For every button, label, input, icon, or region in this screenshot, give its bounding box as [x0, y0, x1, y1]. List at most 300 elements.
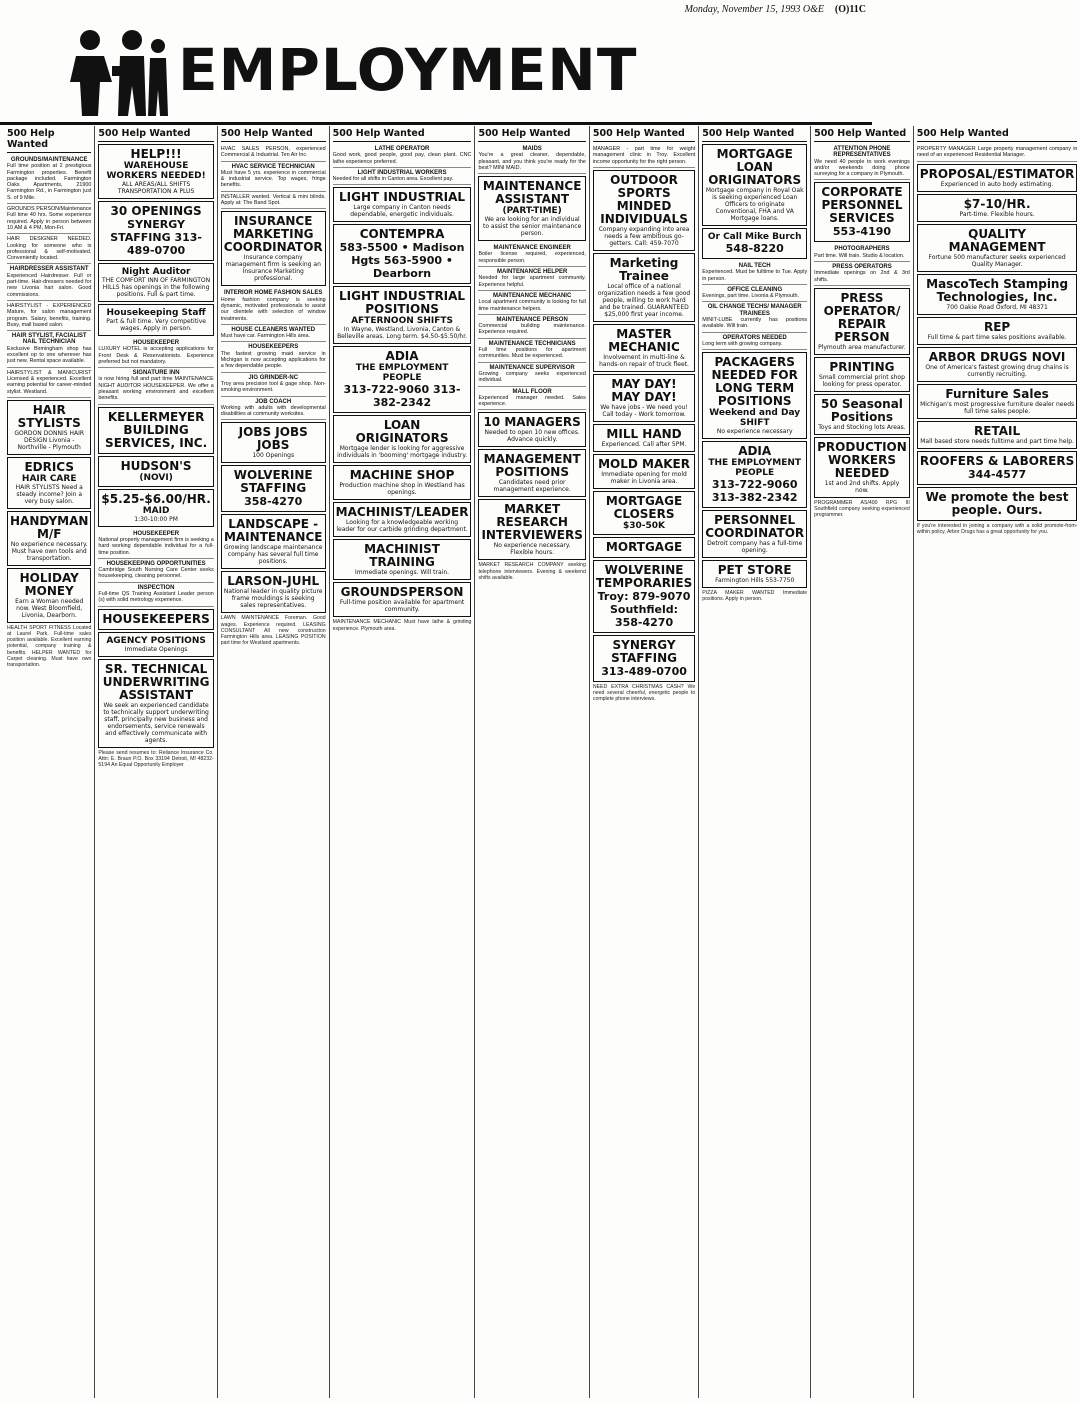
display-ad-text: Detroit company has a full-time opening.	[707, 540, 803, 555]
display-ad-text: Full time & part time sales positions available.	[927, 333, 1067, 341]
ad-heading: LATHE OPERATOR	[374, 146, 430, 152]
display-ad-title: CONTEMPRA	[359, 227, 445, 242]
ad-heading: HOUSE CLEANERS WANTED	[231, 326, 316, 333]
display-ad-text: Experienced in auto body estimating.	[940, 180, 1054, 188]
classified-ad	[98, 559, 213, 583]
classified-ad	[478, 291, 585, 315]
ad-text: Local apartment community is looking for full time maintenance helpers.	[478, 299, 586, 312]
classified-ad	[702, 261, 807, 285]
display-ad-subtitle: AGENCY POSITIONS	[106, 635, 206, 646]
display-ad	[593, 491, 695, 535]
display-ad-text: Insurance company management firm is seeking an Insurance Marketing professional.	[225, 254, 321, 283]
display-ad-title: HAIR STYLISTS	[17, 402, 81, 430]
classified-ad	[221, 162, 326, 192]
display-ad-title: GROUNDSPERSON	[340, 585, 464, 600]
display-ad	[98, 263, 213, 302]
display-ad-title: Furniture Sales	[945, 386, 1049, 401]
ad-text: Experienced. Must be fulltime to Tue. Apply in person.	[702, 269, 808, 282]
ad-text: PROPERTY MANAGER Large property management company in need of an experienced Residential Manager.	[916, 146, 1078, 159]
display-ad-title: PROPOSAL/ESTIMATOR	[919, 166, 1075, 181]
classified-ad	[333, 168, 472, 186]
display-ad-text: Mortgage lender is looking for aggressive individuals in 'booming' mortgage industry.	[337, 445, 467, 460]
display-ad-phone: 344-4577	[968, 467, 1027, 481]
column-tail-text: Please send resumes to: Reliance Insurance Co. Attn: E. Braun P.O. Box 33194 Detroit, MI 48232-5194 An Equal Opportunity Employer	[98, 749, 214, 769]
display-ad	[917, 487, 1078, 521]
column-tail-text: PROGRAMMER AS/400 RPG III Southfield company seeking experienced programmer.	[814, 499, 910, 519]
column-heading: 500 Help Wanted	[593, 126, 695, 142]
ad-heading: MAINTENANCE HELPER	[496, 269, 568, 276]
display-ad	[98, 407, 213, 454]
ad-text: Full time positions for apartment communities. Must be experienced.	[478, 347, 586, 360]
display-ad-title: We promote the best people. Ours.	[925, 489, 1069, 517]
column-tail-text: HEALTH SPORT FITNESS Located at Laurel Park. Full-time sales position available. Excellent earning potential, company training & benefits. HELPER WANTED for Carpet cleaning. Must have own transportation.	[7, 624, 92, 669]
ad-heading: SIGNATURE INN	[132, 370, 180, 377]
column-1	[4, 126, 95, 1398]
display-ad-text: 1:30-10:00 PM	[134, 515, 178, 523]
display-ad-subtitle: AFTERNOON SHIFTS	[351, 316, 454, 327]
ad-text: Good work, good people, good pay, clean plant. CNC lathe experience preferred.	[332, 152, 472, 165]
display-ad-subtitle: WAREHOUSE WORKERS NEEDED!	[106, 161, 206, 181]
ad-text: Exclusive Birmingham shop has excellent op to one wherever has just new. Rental space available.	[7, 345, 92, 365]
display-ad-subtitle: Night Auditor	[121, 267, 191, 277]
classified-ad	[814, 144, 910, 180]
issue-date: Monday, November 15, 1993 O&E	[684, 4, 824, 15]
column-heading: 500 Help Wanted	[814, 126, 910, 142]
display-ad	[917, 194, 1078, 222]
ad-heading: NAIL TECH	[738, 263, 771, 269]
ad-heading: JIG GRINDER-NC	[248, 374, 299, 381]
display-ad-phone: 548-8220	[725, 242, 784, 255]
classified-ad	[7, 204, 91, 234]
display-ad	[221, 514, 326, 569]
display-ad-phone: 583-5500 • Madison Hgts 563-5900 • Dearborn	[339, 241, 465, 281]
classified-ad	[221, 397, 326, 421]
ad-heading: MAINTENANCE ENGINEER	[493, 245, 571, 252]
display-ad-text: We seek an experienced candidate to technically support underwriting staff, principally new business and endorsements, service renewals and effectively communicate with agents.	[103, 701, 209, 744]
column-4	[330, 126, 476, 1398]
display-ad-title: QUALITY MANAGEMENT	[948, 226, 1046, 254]
display-ad-title: WOLVERINE TEMPORARIES	[595, 562, 693, 590]
ad-text: Evenings, part time. Livonia & Plymouth.	[702, 293, 800, 300]
display-ad-title: ARBOR DRUGS NOVI	[928, 349, 1066, 364]
ad-text: Needed for large apartment community. Experience helpful.	[478, 275, 586, 288]
ad-heading: MAINTENANCE SUPERVISOR	[489, 364, 575, 371]
display-ad-phone: SYNERGY STAFFING 313-489-0700	[110, 218, 202, 257]
ad-text: Experienced Hairdresser. Full or part-time. Hair-dressers needed for new Livonia hair salon. Good commissions.	[7, 272, 92, 298]
display-ad-subtitle: MAID	[142, 505, 170, 516]
classified-ad	[702, 285, 807, 303]
display-ad-title: MORTGAGE CLOSERS	[605, 493, 683, 521]
classified-ad	[98, 529, 213, 559]
column-2	[95, 126, 217, 1398]
display-ad-title: LIGHT INDUSTRIAL	[339, 190, 466, 205]
ad-text: Must have car. Farmington Hills area.	[220, 333, 311, 340]
ad-heading: MAINTENANCE PERSON	[496, 316, 568, 323]
display-ad	[593, 424, 695, 452]
display-ad-title: LIGHT INDUSTRIAL POSITIONS	[339, 289, 466, 317]
display-ad-text: Immediate Openings	[124, 645, 188, 653]
display-ad	[478, 449, 585, 497]
display-ad-subtitle: Or Call Mike Burch	[707, 232, 802, 242]
classified-ad	[221, 342, 326, 372]
display-ad	[702, 228, 807, 259]
column-heading: 500 Help Wanted	[98, 126, 213, 142]
column-tail-text: MAINTENANCE MECHANIC Must have lathe & grinding experience. Plymouth area.	[332, 619, 472, 632]
display-ad-title: Marketing Trainee	[609, 255, 679, 283]
classified-ad	[814, 244, 910, 262]
display-ad	[478, 412, 585, 447]
display-ad-title: PRESS OPERATOR/ REPAIR PERSON	[823, 290, 901, 344]
display-ad-title: 30 OPENINGS	[110, 204, 202, 218]
display-ad	[221, 211, 326, 286]
ad-heading: MAIDS	[522, 146, 542, 152]
classified-ad	[478, 363, 585, 387]
ad-text: Immediate openings on 2nd & 3rd shifts.	[814, 270, 910, 283]
column-6	[590, 126, 699, 1398]
ad-text: MINIT-LUBE currently has positions available. Will train.	[702, 317, 808, 330]
display-ad	[221, 571, 326, 613]
display-ad	[593, 537, 695, 558]
display-ad-title: 10 MANAGERS	[483, 415, 581, 430]
classified-ad	[98, 583, 213, 607]
column-heading: 500 Help Wanted	[702, 126, 807, 142]
display-ad-text: No experience necessary. Flexible hours.	[493, 542, 571, 557]
display-ad-title: MOLD MAKER	[598, 456, 690, 471]
display-ad-text: Small commercial print shop looking for press operator.	[819, 373, 905, 388]
display-ad-text: Part & full time. Very competitive wages. Apply in person.	[106, 318, 206, 332]
display-ad-text: Toys and Stocking lots Areas.	[818, 423, 906, 431]
column-tail-text: PIZZA MAKER WANTED Immediate positions. Apply in person.	[702, 590, 808, 603]
display-ad-text: Full-time position available for apartment community.	[339, 599, 465, 614]
ad-text: HAIRSTYLIST & MANICURIST Licensed & experienced. Excellent earning potential for career-minded stylist. Westland.	[7, 369, 92, 395]
ad-text: The fastest growing maid service in Michigan is now accepting applications for a few dependable people.	[220, 350, 326, 370]
display-ad-text: Immediate opening for mold maker in Livonia area.	[601, 470, 687, 485]
display-ad-text: Mortgage company in Royal Oak is seeking experienced Loan Officers to originate Conventional, FHA and VA Mortgage loans.	[705, 187, 804, 222]
display-ad-text: Earn a Woman needed now. West Bloomfield, Livonia, Dearborn.	[15, 597, 84, 619]
column-9	[914, 126, 1080, 1398]
ad-text: Needed for all shifts in Canton area. Excellent pay.	[332, 176, 454, 183]
display-ad-title: PACKAGERS NEEDED FOR LONG TERM POSITIONS	[711, 355, 798, 409]
classified-ad	[221, 192, 326, 210]
classified-ad	[478, 387, 585, 411]
classified-ad	[98, 368, 213, 404]
display-ad-title: PET STORE	[717, 563, 792, 578]
display-ad	[814, 288, 910, 355]
display-ad	[98, 456, 213, 487]
ad-heading: OPERATORS NEEDED	[722, 334, 787, 341]
display-ad	[98, 201, 213, 261]
display-ad	[917, 384, 1078, 419]
display-ad	[814, 182, 910, 242]
display-ad	[917, 274, 1078, 315]
ad-heading: GROUNDS/MAINTENANCE	[10, 157, 88, 163]
display-ad	[593, 324, 695, 372]
ad-heading: MAINTENANCE TECHNICIANS	[488, 340, 576, 347]
display-ad-text: Candidates need prior management experience.	[493, 479, 571, 494]
classified-columns	[4, 126, 1078, 1398]
display-ad-phone: 553-4190	[832, 225, 892, 239]
display-ad-title: PRINTING	[829, 359, 895, 374]
display-ad-text: 700 Oakie Road Oxford, MI 48371	[946, 303, 1048, 311]
ad-text: Full time position at 2 prestigious Farmington properties. Benefit package included. Farmington Oaks Apartments, 21900 Farmington Rd., in Farmington just S. of 9 Mile.	[7, 163, 92, 201]
ad-text: Cambridge South Nursing Care Center seeks housekeeping, cleaning personnel.	[98, 567, 214, 580]
display-ad-title: EDRICS	[24, 459, 74, 474]
display-ad	[593, 253, 695, 322]
display-ad-title: HOLIDAY MONEY	[19, 570, 79, 598]
ad-heading: MALL FLOOR	[512, 388, 552, 395]
column-heading: 500 Help Wanted	[221, 126, 326, 142]
page-header	[0, 0, 872, 18]
display-ad-subtitle: THE EMPLOYMENT PEOPLE	[355, 363, 449, 384]
display-ad-text: Mall based store needs fulltime and part time help.	[920, 437, 1074, 445]
classified-ad	[702, 302, 807, 332]
display-ad-title: MASTER MECHANIC	[608, 326, 680, 354]
display-ad	[593, 635, 695, 682]
classified-ad	[478, 267, 585, 291]
display-ad-phone: 313-722-9060 313-382-2342	[711, 478, 798, 505]
display-ad-subtitle: Housekeeping Staff	[106, 308, 206, 318]
ad-heading: MAINTENANCE MECHANIC	[492, 292, 572, 299]
classified-ad	[221, 144, 326, 162]
display-ad-title: PERSONNEL COORDINATOR	[705, 513, 805, 541]
display-ad-text: ALL AREAS/ALL SHIFTS TRANSPORTATION A PLUS	[117, 181, 195, 195]
classified-ad	[478, 243, 585, 267]
ad-heading: INSPECTION	[137, 584, 175, 591]
ad-text: GROUNDS PERSON/Maintenance Full time 40 hrs. Some experience required. Apply in person between 10 AM & 4 PM, Mon-Fri.	[7, 206, 92, 231]
ad-heading: PRESS OPERATORS	[832, 264, 892, 271]
ad-text: We need 40 people to work evenings and/or weekends doing phone surveying for a company in Plymouth.	[814, 158, 910, 178]
ad-heading: HOUSEKEEPING OPPORTUNITIES	[106, 560, 206, 567]
display-ad-title: MACHINE SHOP	[349, 468, 455, 483]
display-ad	[478, 176, 585, 241]
page-number: (O)11C	[834, 4, 866, 15]
display-ad-text: 1st and 2nd shifts. Apply now.	[824, 479, 900, 494]
classified-ad	[478, 339, 585, 363]
display-ad	[814, 394, 910, 435]
display-ad-subtitle: (NOVI)	[139, 472, 173, 483]
display-ad	[333, 286, 472, 344]
ad-heading: ATTENTION PHONE REPRESENTATIVES	[833, 146, 891, 159]
display-ad-title: $5.25-$6.00/HR.	[101, 491, 211, 506]
classified-ad	[98, 338, 213, 368]
display-ad-title: 50 Seasonal Positions	[821, 396, 903, 424]
classified-ad	[221, 325, 326, 343]
display-ad	[593, 454, 695, 489]
column-5	[475, 126, 589, 1398]
column-heading: 500 Help Wanted	[917, 126, 1078, 142]
display-ad	[333, 502, 472, 537]
ad-text: HAIR DESIGNER NEEDED. Looking for someone who is professional & self-motivated. Conveniently located.	[7, 236, 92, 262]
display-ad-text: No experience necessary. Must have own tools and transportation.	[10, 540, 88, 562]
display-ad	[814, 437, 910, 498]
display-ad-text: Fortune 500 manufacturer seeks experienced Quality Manager.	[928, 253, 1066, 268]
column-3	[218, 126, 330, 1398]
display-ad-text: Growing landscape maintenance company has several full time positions.	[223, 544, 323, 566]
classified-ad	[814, 262, 910, 286]
display-ad-title: MANAGEMENT POSITIONS	[483, 452, 581, 480]
ad-text: Troy area precision tool & gage shop. Non-smoking environment.	[220, 380, 326, 394]
display-ad-text: National leader in quality picture frame mouldings is seeking sales representatives.	[223, 588, 323, 610]
display-ad-title: MORTGAGE LOAN ORIGINATORS	[708, 147, 802, 187]
display-ad-title: RETAIL	[974, 423, 1021, 438]
classified-ad	[7, 301, 91, 331]
column-heading: 500 Help Wanted	[478, 126, 585, 142]
classified-ad	[7, 331, 91, 367]
ad-text: Experienced manager needed. Sales experience.	[478, 394, 586, 408]
display-ad-text: Large company in Canton needs dependable, energetic individuals.	[350, 204, 454, 219]
display-ad-phone: 313-489-0700	[601, 664, 687, 678]
display-ad	[478, 499, 585, 560]
display-ad-title: INSURANCE MARKETING COORDINATOR	[223, 214, 323, 255]
display-ad-title: LANDSCAPE - MAINTENANCE	[223, 517, 323, 545]
display-ad	[333, 465, 472, 500]
figures-logo-icon	[70, 26, 170, 118]
ad-heading: OIL CHANGE TECHS/ MANAGER TRAINEES	[707, 304, 802, 317]
display-ad-phone: Troy: 879-9070 Southfield: 358-4270	[597, 589, 691, 629]
display-ad-phone: 358-4270	[244, 495, 303, 509]
display-ad	[221, 465, 326, 512]
ad-text: is now hiring full and part time MAINTENANCE NIGHT AUDITOR HOUSEKEEPER. We offer a pleasant working environment and excellent benefits.	[98, 376, 214, 402]
display-ad-text: Immediate openings. Will train.	[355, 569, 450, 577]
display-ad-title: HELP!!!	[130, 147, 182, 161]
display-ad-title: MACHINIST TRAINING	[364, 542, 440, 570]
display-ad	[221, 422, 326, 463]
display-ad-title: OUTDOOR SPORTS MINDED INDIVIDUALS	[600, 172, 688, 226]
ad-heading: HAIR STYLIST, FACIALIST NAIL TECHNICIAN	[11, 333, 87, 346]
display-ad-text: Plymouth area manufacturer.	[818, 343, 906, 351]
display-ad-title: MascoTech Stamping Technologies, Inc.	[926, 276, 1069, 304]
display-ad-text: We have jobs - We need you! Call today - Work tomorrow.	[600, 403, 688, 418]
display-ad	[917, 164, 1078, 192]
display-ad	[917, 421, 1078, 449]
display-ad-text: Looking for a knowledgeable working leader for our carbide grinding department.	[336, 519, 468, 534]
ad-text: HAIRSTYLIST - EXPERIENCED Mature, for salon management program. Salary, benefits, training. Busy, mall based salon.	[7, 302, 92, 328]
display-ad	[333, 224, 472, 284]
column-tail-text: NEED EXTRA CHRISTMAS CASH? We need several cheerful, energetic people to complete phone interviews.	[592, 683, 696, 703]
display-ad-text: In Wayne, Westland, Livonia, Canton & Belleville areas. Long term. $4.50-$5.50/hr.	[337, 326, 468, 341]
display-ad-subtitle: HAIR CARE	[21, 473, 77, 484]
display-ad-title: ADIA	[738, 444, 772, 459]
display-ad-subtitle: Weekend and Day SHIFT	[709, 408, 801, 429]
display-ad	[702, 510, 807, 558]
display-ad-title: REP	[983, 319, 1011, 334]
classified-ad	[478, 144, 585, 174]
ad-text: HVAC SALES PERSON, experienced Commercial & Industrial. Ten Air Inc.	[220, 146, 326, 159]
display-ad	[7, 568, 91, 623]
display-ad	[593, 374, 695, 422]
ad-heading: HOUSEKEEPER	[133, 340, 180, 346]
ad-text: Home fashion company is seeking dynamic, motivated professionals to assist our clientele with selection of window treatments.	[220, 296, 326, 322]
display-ad-title: MAINTENANCE ASSISTANT	[482, 179, 582, 207]
display-ad	[593, 170, 695, 251]
display-ad-text: HAIR STYLISTS Need a steady income? Join a very busy salon.	[15, 483, 83, 505]
display-ad-text: Experienced. Call after 5PM.	[601, 440, 687, 448]
ad-text: National property management firm is seeking a hard working dependable individual for a full-time position.	[98, 536, 214, 556]
display-ad	[98, 144, 213, 199]
display-ad-text: Company expanding into area needs a few ambitious go-getters. Call: 459-7070	[598, 225, 690, 247]
display-ad	[702, 352, 807, 439]
display-ad-text: Involvement in multi-line & hands-on repair of truck fleet.	[599, 353, 689, 368]
ad-heading: HOUSEKEEPER	[133, 530, 180, 537]
display-ad	[702, 441, 807, 508]
display-ad	[333, 582, 472, 617]
display-ad-title: MARKET RESEARCH INTERVIEWERS	[481, 502, 583, 543]
display-ad-subtitle: (PART-TIME)	[502, 206, 562, 217]
classified-ad	[7, 234, 91, 264]
column-7	[699, 126, 811, 1398]
classified-ad	[593, 144, 695, 168]
display-ad	[7, 400, 91, 455]
display-ad-title: HUDSON'S	[120, 458, 192, 473]
ad-text: Growing company seeks experienced individual.	[478, 370, 586, 384]
display-ad	[98, 659, 213, 748]
display-ad-title: HOUSEKEEPERS	[102, 611, 210, 626]
display-ad-title: KELLERMEYER BUILDING SERVICES, INC.	[105, 409, 208, 450]
display-ad-text: No experience necessary	[716, 428, 793, 436]
display-ad	[917, 317, 1078, 345]
display-ad-title: WOLVERINE STAFFING	[233, 468, 313, 496]
display-ad-title: MILL HAND	[606, 426, 682, 441]
display-ad	[333, 346, 472, 413]
classified-ad	[7, 155, 91, 204]
display-ad-title: LOAN ORIGINATORS	[355, 418, 449, 446]
column-8	[811, 126, 914, 1398]
ad-heading: LIGHT INDUSTRIAL WORKERS	[357, 169, 447, 176]
ad-text: You're a great cleaner, dependable, pleasant, and you think you're ready for the best? MINI MAID.	[478, 152, 586, 171]
display-ad	[7, 457, 91, 509]
column-tail-text: If you're interested in joining a company with a solid promote-from-within policy, Arbor Drugs has a great opportunity for you.	[916, 522, 1078, 535]
ad-heading: HOUSEKEEPERS	[248, 344, 299, 351]
ad-text: Working with adults with developmental disabilities at community worksites.	[220, 404, 326, 418]
display-ad	[917, 347, 1078, 382]
display-ad-text: 100 Openings	[252, 452, 295, 460]
ad-heading: HAIRDRESSER ASSISTANT	[9, 266, 89, 273]
column-tail-text: LAWN MAINTENANCE Foreman. Good wages. Experience required. LEASING CONSULTANT All new construction Farmington Hills area. LEASING POSITION part time for Westland apartments.	[220, 615, 326, 647]
column-tail-text: MARKET RESEARCH COMPANY seeking telephone interviewers. Evening & weekend shifts available.	[478, 562, 586, 581]
ad-text: MANAGER - part time for weight management clinic in Troy. Excellent income opportunity for the right person.	[592, 146, 696, 165]
classified-ad	[917, 144, 1078, 162]
display-ad	[593, 560, 695, 633]
ad-heading: INTERIOR HOME FASHION SALES	[224, 290, 323, 297]
display-ad-text: GORDON DONNIS HAIR DESIGN Livonia - Northville - Plymouth	[14, 429, 85, 451]
ad-text: Commercial building maintenance. Experience required.	[478, 323, 586, 336]
display-ad-title: MORTGAGE	[605, 539, 683, 554]
display-ad-subtitle: $30-50K	[623, 520, 666, 531]
display-ad-text: Michigan's most progressive furniture dealer needs full time sales people.	[920, 400, 1075, 415]
display-ad-text: Local office of a national organization needs a few good people, willing to work hard and be trained. GUARANTEED $25,000 first year income.	[597, 282, 691, 318]
display-ad	[333, 539, 472, 580]
display-ad-title: SR. TECHNICAL UNDERWRITING ASSISTANT	[102, 661, 210, 702]
display-ad	[98, 489, 213, 527]
ad-text: Part time. Will train. Studio & location.	[814, 252, 905, 259]
classified-ad	[478, 315, 585, 339]
ad-text: Long term with growing company.	[702, 340, 783, 347]
display-ad-title: HANDYMAN M/F	[10, 513, 89, 541]
display-ad-title: MAY DAY! MAY DAY!	[611, 376, 677, 404]
display-ad-text: Part-time. Flexible hours.	[959, 210, 1035, 218]
ad-heading: HVAC SERVICE TECHNICIAN	[231, 163, 315, 170]
display-ad-subtitle: THE EMPLOYMENT PEOPLE	[708, 458, 802, 479]
classified-ad	[7, 368, 91, 398]
display-ad	[98, 609, 213, 630]
display-ad-title: LARSON-JUHL	[227, 574, 320, 589]
ad-heading: PHOTOGRAPHERS	[834, 246, 890, 253]
ad-text: Must have 5 yrs. experience in commercial & industrial service. Top wages, fringe benefits.	[220, 169, 326, 189]
masthead	[0, 18, 872, 125]
display-ad-phone: 313-722-9060 313-382-2342	[343, 383, 461, 410]
display-ad-text: We are looking for an individual to assist the senior maintenance person.	[482, 216, 582, 238]
display-ad-text: Needed to open 10 new offices. Advance quickly.	[484, 429, 580, 444]
